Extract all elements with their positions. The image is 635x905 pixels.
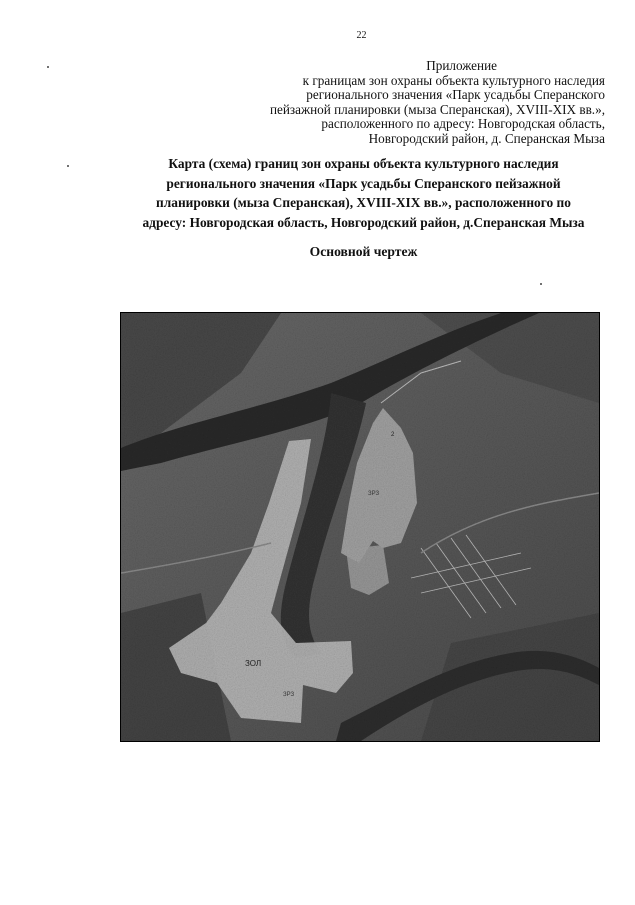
title-line: Карта (схема) границ зон охраны объекта культурного наследия [168,156,559,171]
appendix-line: регионального значения «Парк усадьбы Сперанского [306,87,605,103]
zone-lower-label: ЗРЗ [283,692,295,698]
scan-speck [540,283,542,285]
title-line: регионального значения «Парк усадьбы Сперанского пейзажной [166,175,561,191]
map-graphic [121,313,599,741]
satellite-map [120,312,600,742]
appendix-line: Новгородский район, д. Сперанская Мыза [368,130,605,146]
title-line: адресу: Новгородская область, Новгородский район, д.Сперанская Мыза [142,214,585,230]
appendix-line: расположенного по адресу: Новгородская область, [321,116,605,132]
scan-speck [67,165,69,167]
document-title [96,154,631,232]
zone-right-label: ЗРЗ [368,491,380,497]
appendix-line: пейзажной планировки (мыза Сперанская), XVIII-XIX вв.», [269,101,605,117]
zone-main-label: ЗОЛ [245,659,262,668]
appendix-line: к границам зон охраны объекта культурного наследия [302,72,605,88]
page-number: 22 [356,30,367,41]
title-line: планировки (мыза Сперанская), XVIII-XIX вв.», расположенного по [156,195,571,210]
appendix-line: Приложение [426,58,497,73]
appendix-note [270,59,605,147]
section-subtitle: Основной чертеж [309,244,418,259]
map-marker-label: 2 [391,432,395,438]
scan-speck [47,66,49,68]
